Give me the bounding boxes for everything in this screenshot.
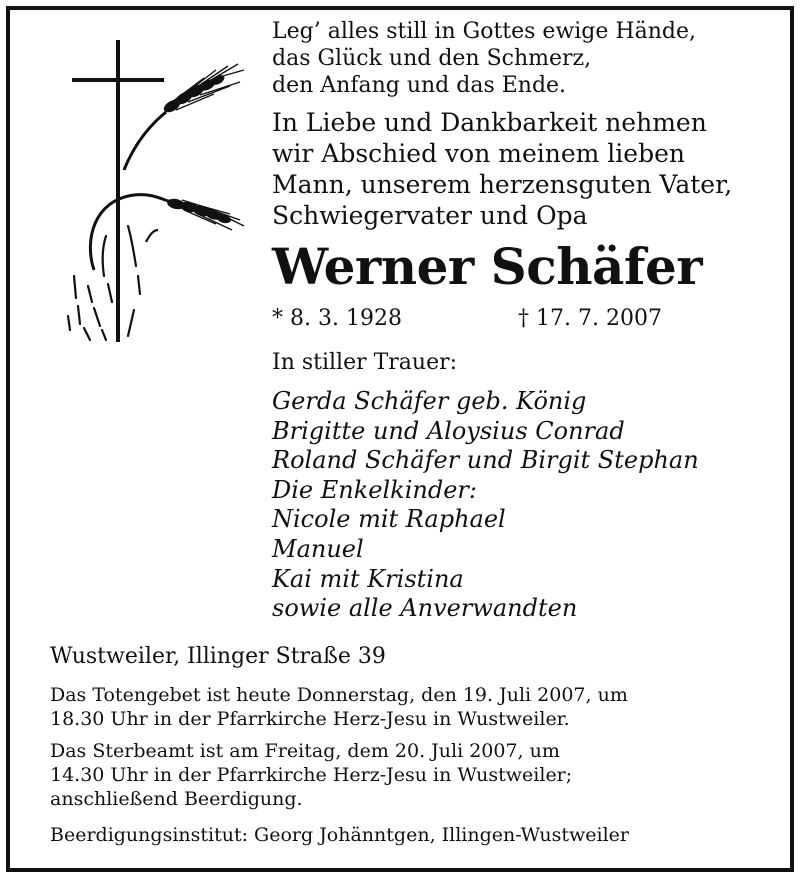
verse-line: Leg’ alles still in Gottes ewige Hände, bbox=[272, 19, 696, 44]
mourner-entry: sowie alle Anverwandten bbox=[272, 594, 578, 623]
prayer-info-line: Das Totengebet ist heute Donnerstag, den 19. Juli 2007, um bbox=[50, 684, 628, 706]
requiem-info-line: 14.30 Uhr in der Pfarrkirche Herz-Jesu in Wustweiler; bbox=[50, 764, 573, 786]
life-dates bbox=[272, 305, 782, 335]
intro-line: Schwiegervater und Opa bbox=[272, 201, 588, 230]
family-address: Wustweiler, Illinger Straße 39 bbox=[50, 644, 386, 669]
intro-line: Mann, unserem herzensguten Vater, bbox=[272, 170, 733, 199]
verse bbox=[272, 18, 782, 99]
main-text-column bbox=[272, 18, 782, 624]
intro-line: In Liebe und Dankbarkeit nehmen bbox=[272, 108, 707, 137]
mourner-entry: Brigitte und Aloysius Conrad bbox=[272, 416, 625, 445]
mourner-entry: Gerda Schäfer geb. König bbox=[272, 387, 587, 415]
mourning-label: In stiller Trauer: bbox=[272, 350, 458, 375]
mourner-entry: Roland Schäfer und Birgit Stephan bbox=[272, 446, 699, 475]
obituary-notice bbox=[6, 6, 794, 872]
mourner-entry: Kai mit Kristina bbox=[272, 564, 464, 593]
mourner-entry: Die Enkelkinder: bbox=[272, 475, 477, 504]
prayer-info bbox=[50, 683, 780, 731]
mourners-list bbox=[272, 387, 782, 624]
undertaker: Beerdigungsinstitut: Georg Johänntgen, Illingen-Wustweiler bbox=[50, 824, 630, 846]
birth-date: * 8. 3. 1928 bbox=[272, 306, 402, 331]
requiem-info-line: anschließend Beerdigung. bbox=[50, 788, 303, 810]
deceased-name: Werner Schäfer bbox=[272, 237, 703, 296]
cross-with-wheat-icon bbox=[54, 40, 254, 360]
verse-line: das Glück und den Schmerz, bbox=[272, 46, 592, 71]
intro-line: wir Abschied von meinem lieben bbox=[272, 139, 685, 168]
requiem-info bbox=[50, 739, 780, 811]
verse-line: den Anfang und das Ende. bbox=[272, 73, 567, 98]
mourner-entry: Manuel bbox=[272, 534, 364, 563]
death-date: † 17. 7. 2007 bbox=[518, 306, 662, 331]
prayer-info-line: 18.30 Uhr in der Pfarrkirche Herz-Jesu in Wustweiler. bbox=[50, 708, 570, 730]
requiem-info-line: Das Sterbeamt ist am Freitag, dem 20. Juli 2007, um bbox=[50, 740, 560, 762]
details-section bbox=[50, 643, 780, 847]
farewell-intro bbox=[272, 107, 782, 231]
mourner-entry: Nicole mit Raphael bbox=[272, 505, 506, 534]
